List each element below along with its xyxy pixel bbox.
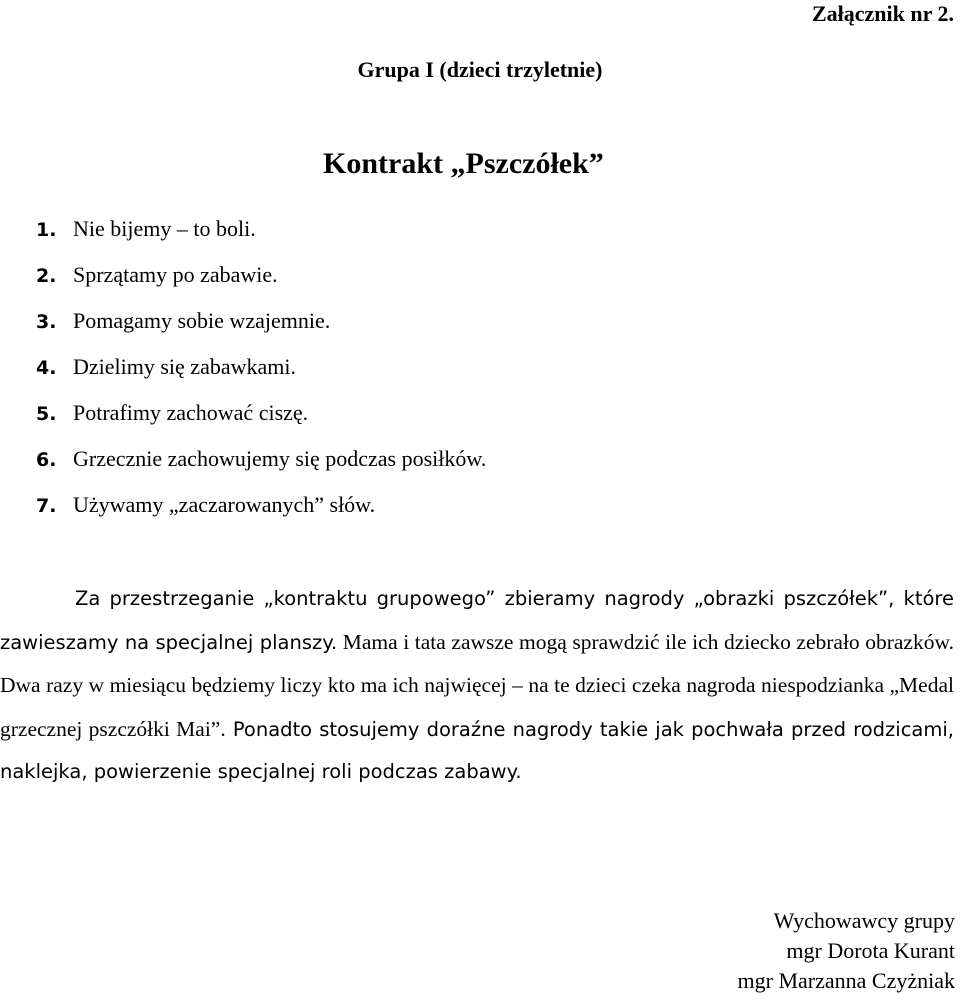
rule-number: 2. [36,265,57,287]
rule-item [36,444,486,490]
rule-text: Grzecznie zachowujemy się podczas posiłków. [73,446,487,471]
signature-teacher-1: mgr Dorota Kurant [786,938,955,963]
rule-text: Sprzątamy po zabawie. [73,262,278,287]
document-title: Kontrakt „Pszczółek” [323,147,604,180]
rule-item [36,352,486,398]
rule-text: Potrafimy zachować ciszę. [73,400,309,425]
paragraph-intro: Za przestrzeganie „kontraktu grupowego” zbieramy nagrody „obrazki pszczółek”, które zawieszamy na specjalnej planszy. [0,587,954,654]
rule-text: Używamy „zaczarowanych” słów. [73,492,376,517]
rule-number: 1. [36,219,57,241]
rule-number: 4. [36,357,57,379]
signature-role: Wychowawcy grupy [773,908,955,933]
rule-item [36,260,486,306]
rule-text: Dzielimy się zabawkami. [73,354,296,379]
signature-teacher-2: mgr Marzanna Czyżniak [737,968,955,993]
rules-list [36,214,486,536]
rule-item [36,398,486,444]
paragraph-extra: Ponadto stosujemy doraźne nagrody takie jak pochwała przed rodzicami, naklejka, powierzenie specjalnej roli podczas zabawy. [0,717,954,783]
rewards-paragraph [0,578,954,794]
rule-text: Nie bijemy – to boli. [73,216,256,241]
paragraph-parents: Mama i tata zawsze mogą sprawdzić ile ich dziecko zebrało obrazków. [337,629,954,654]
rule-number: 6. [36,449,57,471]
group-heading: Grupa I (dzieci trzyletnie) [357,57,603,82]
attachment-label: Załącznik nr 2. [811,1,954,26]
rule-item [36,214,486,260]
paragraph-monthly: Dwa razy w miesiącu będziemy liczy kto ma ich najwięcej – na te dzieci czeka nagroda niespodzianka „Medal grzecznej pszczółki Mai”. [0,673,954,741]
signature-block [738,906,955,996]
rule-number: 3. [36,311,57,333]
rule-item [36,490,486,536]
rule-number: 5. [36,403,57,425]
rule-item [36,306,486,352]
rule-text: Pomagamy sobie wzajemnie. [73,308,331,333]
rule-number: 7. [36,495,57,517]
